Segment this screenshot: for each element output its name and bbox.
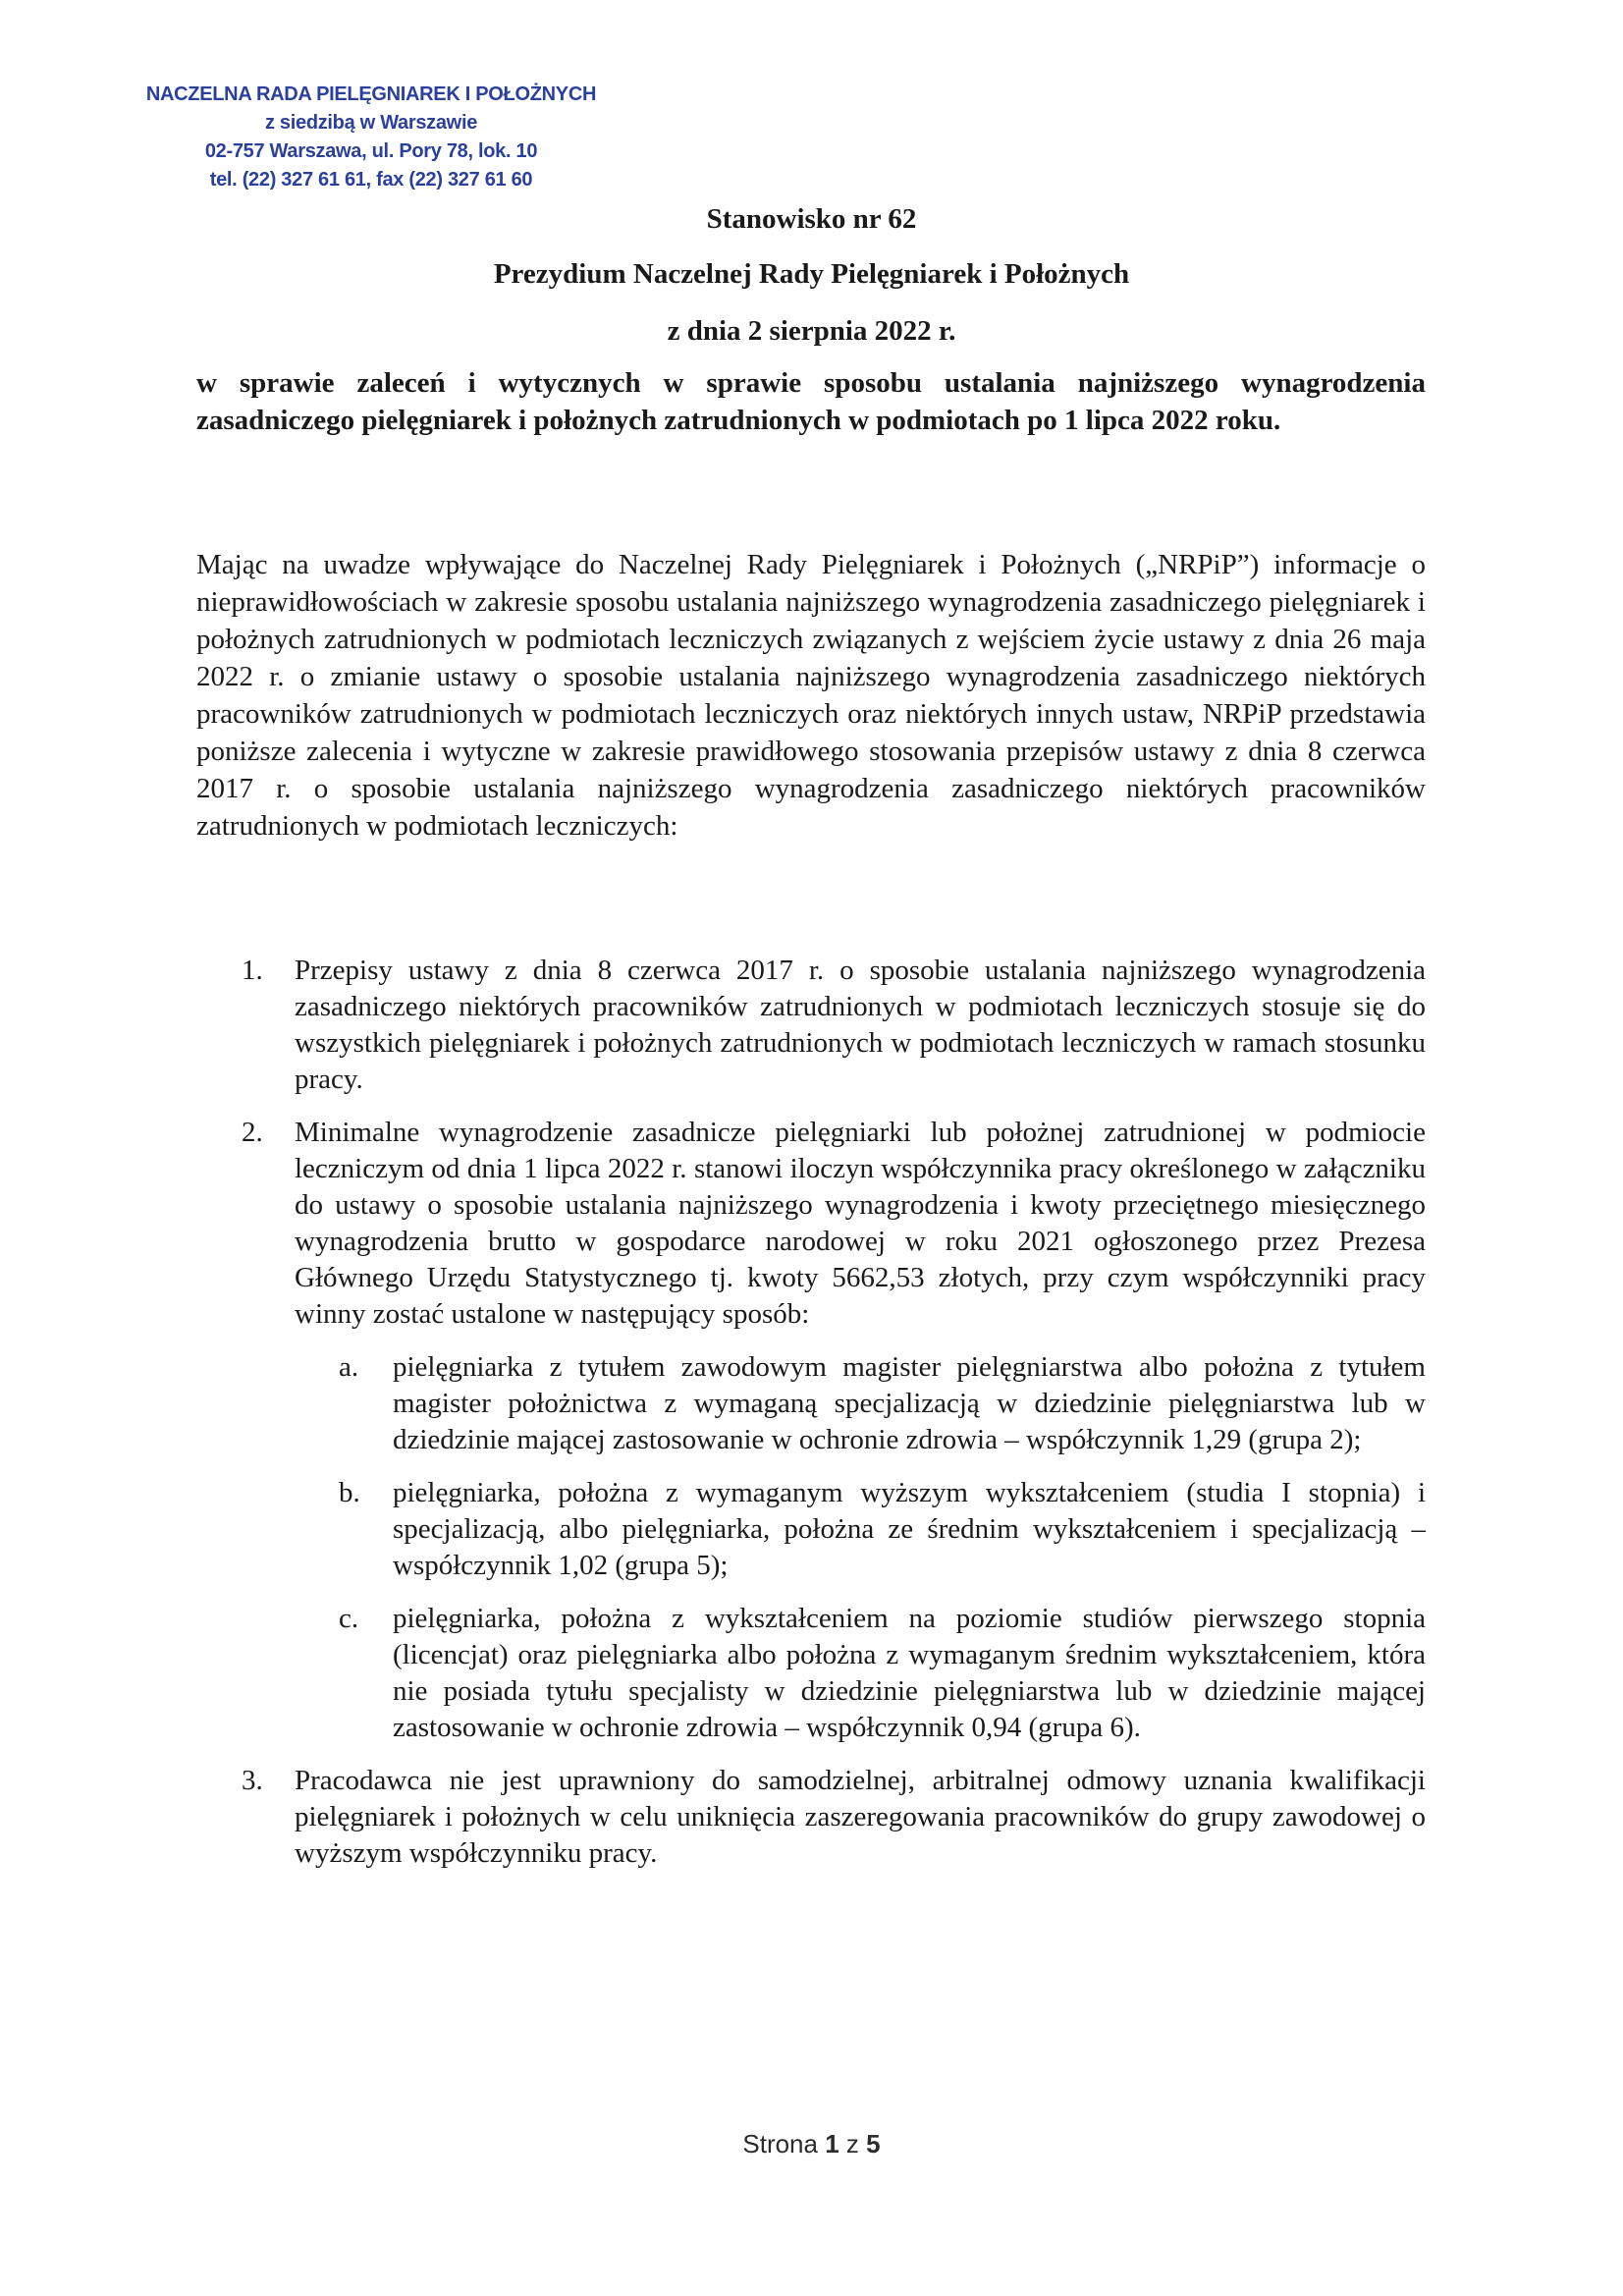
sublist-item-text: pielęgniarka z tytułem zawodowym magister pielęgniarstwa albo położna z tytułem magister położnictwa z wymaganą specjalizacją w dziedzinie pielęgniarstwa lub w dziedzinie mającej zastosowanie w ochronie zdrowia – współczynnik 1,29 (grupa 2); — [393, 1351, 1426, 1455]
list-item-number: 3. — [242, 1765, 263, 1796]
list-item-text: Przepisy ustawy z dnia 8 czerwca 2017 r. o sposobie ustalania najniższego wynagrodzenia zasadniczego niektórych pracowników zatrudnionych w podmiotach leczniczych stosuje się do wszystkich pielęgniarek i położnych zatrudnionych w podmiotach leczniczych w ramach stosunku pracy. — [295, 955, 1426, 1095]
list-item-text: Pracodawca nie jest uprawniony do samodzielnej, arbitralnej odmowy uznania kwalifikacji pielęgniarek i położnych w celu uniknięcia zaszeregowania pracowników do grupy zawodowej o wyższym współczynniku pracy. — [295, 1765, 1426, 1869]
document-title: Stanowisko nr 62 — [706, 203, 917, 235]
sublist-item — [295, 1601, 1426, 1746]
list-item — [196, 1763, 1426, 1872]
intro-paragraph: Mając na uwadze wpływające do Naczelnej Rady Pielęgniarek i Położnych („NRPiP”) informacje o nieprawidłowościach w zakresie sposobu ustalania najniższego wynagrodzenia zasadniczego pielęgniarek i położnych zatrudnionych w podmiotach leczniczych związanych z wejściem życie ustawy z dnia 26 maja 2022 r. o zmianie ustawy o sposobie ustalania najniższego wynagrodzenia zasadniczego niektórych pracowników zatrudnionych w podmiotach leczniczych oraz niektórych innych ustaw, NRPiP przedstawia poniższe zalecenia i wytyczne w zakresie prawidłowego stosowania przepisów ustawy z dnia 8 czerwca 2017 r. o sposobie ustalania najniższego wynagrodzenia zasadniczego niektórych pracowników zatrudnionych w podmiotach leczniczych: — [196, 549, 1426, 842]
list-item-number: 1. — [242, 955, 263, 986]
issuing-body: Prezydium Naczelnej Rady Pielęgniarek i Położnych — [493, 258, 1130, 290]
list-item-text: Minimalne wynagrodzenie zasadnicze pielęgniarki lub położnej zatrudnionej w podmiocie leczniczym od dnia 1 lipca 2022 r. stanowi iloczyn współczynnika pracy określonego w załączniku do ustawy o sposobie ustalania najniższego wynagrodzenia i kwoty przeciętnego miesięcznego wynagrodzenia brutto w gospodarce narodowej w roku 2021 ogłoszonego przez Prezesa Głównego Urzędu Statystycznego tj. kwoty 5662,53 złotych, przy czym współczynniki pracy winny zostać ustalone w następujący sposób: — [295, 1117, 1426, 1330]
footer-page-number: 1 — [825, 2129, 839, 2159]
sublist-item-letter: c. — [339, 1603, 359, 1634]
page-footer — [0, 2129, 1623, 2159]
stamp-seat: z siedzibą w Warszawie — [264, 112, 478, 134]
list-item — [196, 1115, 1426, 1746]
stamp-phone-fax: tel. (22) 327 61 61, fax (22) 327 61 60 — [209, 169, 533, 191]
footer-of-label: z — [845, 2129, 859, 2159]
sublist-item — [295, 1475, 1426, 1584]
document-subject: w sprawie zaleceń i wytycznych w sprawie sposobu ustalania najniższego wynagrodzenia zasadniczego pielęgniarek i położnych zatrudnionych w podmiotach po 1 lipca 2022 roku. — [196, 367, 1426, 436]
stamp-address: 02-757 Warszawa, ul. Pory 78, lok. 10 — [204, 140, 538, 162]
footer-page-label: Strona — [742, 2129, 818, 2159]
footer-page-total: 5 — [866, 2129, 881, 2159]
document-date: z dnia 2 sierpnia 2022 r. — [667, 315, 956, 347]
list-item — [196, 953, 1426, 1098]
stamp-organization-name: NACZELNA RADA PIELĘGNIAREK I POŁOŻNYCH — [145, 83, 597, 105]
sublist-item — [295, 1349, 1426, 1458]
sublist-item-letter: a. — [339, 1351, 359, 1383]
letterhead-stamp — [135, 81, 607, 194]
sublist-item-text: pielęgniarka, położna z wykształceniem na poziomie studiów pierwszego stopnia (licencjat) oraz pielęgniarka albo położna z wymaganym średnim wykształceniem, która nie posiada tytułu specjalisty w dziedzinie pielęgniarstwa lub w dziedzinie mającej zastosowanie w ochronie zdrowia – współczynnik 0,94 (grupa 6). — [393, 1603, 1426, 1743]
sublist-item-text: pielęgniarka, położna z wymaganym wyższym wykształceniem (studia I stopnia) i specjalizacją, albo pielęgniarka, położna ze średnim wykształceniem i specjalizacją – współczynnik 1,02 (grupa 5); — [393, 1477, 1426, 1581]
list-item-number: 2. — [242, 1117, 263, 1148]
sublist-item-letter: b. — [339, 1477, 360, 1508]
recommendations-list — [196, 953, 1426, 1888]
sublist — [295, 1349, 1426, 1746]
